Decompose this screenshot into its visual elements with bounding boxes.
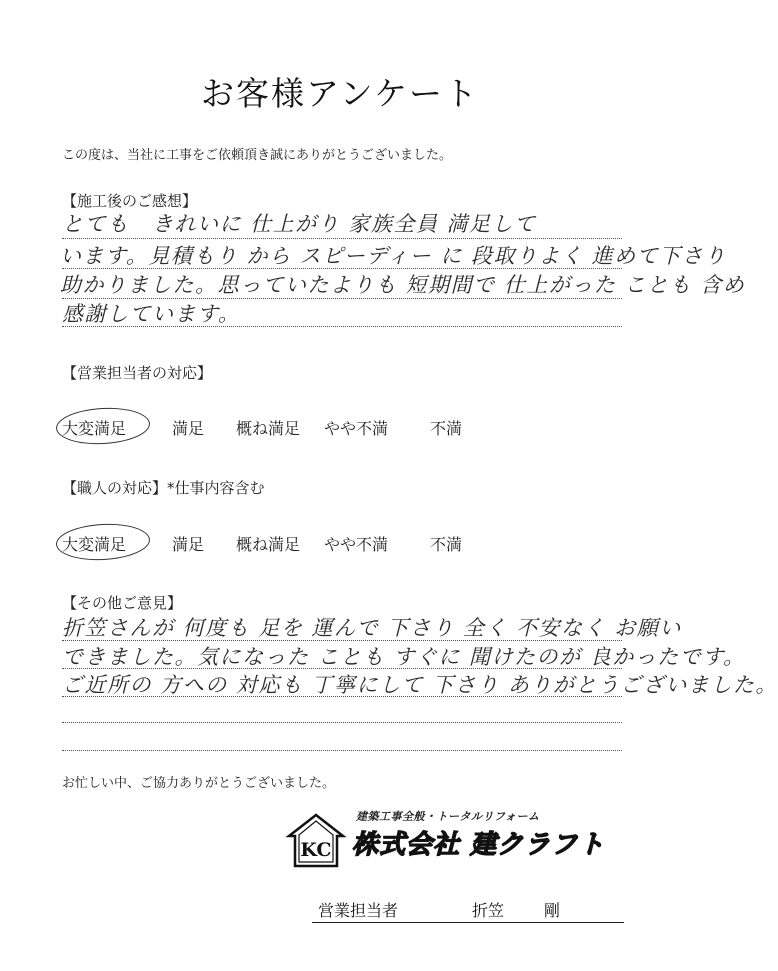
craftsman-response-heading: 【職人の対応】*仕事内容含む [62,479,265,497]
rating-very-satisfied: 大変満足 [62,535,127,554]
rating-satisfied: 満足 [172,419,205,438]
opinions-line: ご近所の 方への 対応も 丁寧にして 下さり ありがとうございました。 [62,673,778,697]
company-name: 株式会社 建クラフト [352,830,606,860]
rule-line [62,750,622,751]
rule-line [62,238,622,239]
rating-very-satisfied: 大変満足 [62,419,127,438]
rating-somewhat-dissatisfied: やや不満 [324,419,389,438]
other-opinions-heading: 【その他ご意見】 [62,594,183,612]
signature-line [312,922,624,923]
impressions-line: 助かりました。思っていたよりも 短期間で 仕上がった ことも 含め [60,273,746,297]
opinions-line: できました。気になった ことも すぐに 聞けたのが 良かったです。 [62,645,746,669]
sales-response-heading: 【営業担当者の対応】 [62,364,213,382]
staff-label: 営業担当者 [318,901,399,920]
rule-line [62,298,622,299]
rating-dissatisfied: 不満 [430,535,463,554]
rating-mostly-satisfied: 概ね満足 [236,419,301,438]
rating-somewhat-dissatisfied: やや不満 [324,535,389,554]
company-logo [286,808,626,870]
impressions-line: 感謝しています。 [62,302,241,326]
logo-mark-text: KC [300,839,332,861]
rule-line [62,326,622,327]
rule-line [62,722,622,723]
house-logo-icon [286,812,346,870]
rating-mostly-satisfied: 概ね満足 [236,535,301,554]
page-title: お客様アンケート [200,74,480,113]
opinions-line: 折笠さんが 何度も 足を 運んで 下さり 全く 不安なく お願い [62,616,682,640]
rule-line [62,268,622,269]
staff-given-name: 剛 [544,901,561,920]
company-tagline: 建築工事全般・トータルリフォーム [356,810,540,823]
impressions-heading: 【施工後のご感想】 [62,192,198,210]
rating-satisfied: 満足 [172,535,205,554]
intro-text: この度は、当社に工事をご依頼頂き誠にありがとうございました。 [62,148,453,163]
staff-surname: 折笠 [472,901,505,920]
rule-line [62,640,622,641]
rating-dissatisfied: 不満 [430,419,463,438]
closing-text: お忙しい中、ご協力ありがとうございました。 [62,776,336,791]
impressions-line: います。見積もり から スピーディー に 段取りよく 進めて下さり [60,244,727,268]
impressions-line: とても きれいに 仕上がり 家族全員 満足して [62,212,537,236]
